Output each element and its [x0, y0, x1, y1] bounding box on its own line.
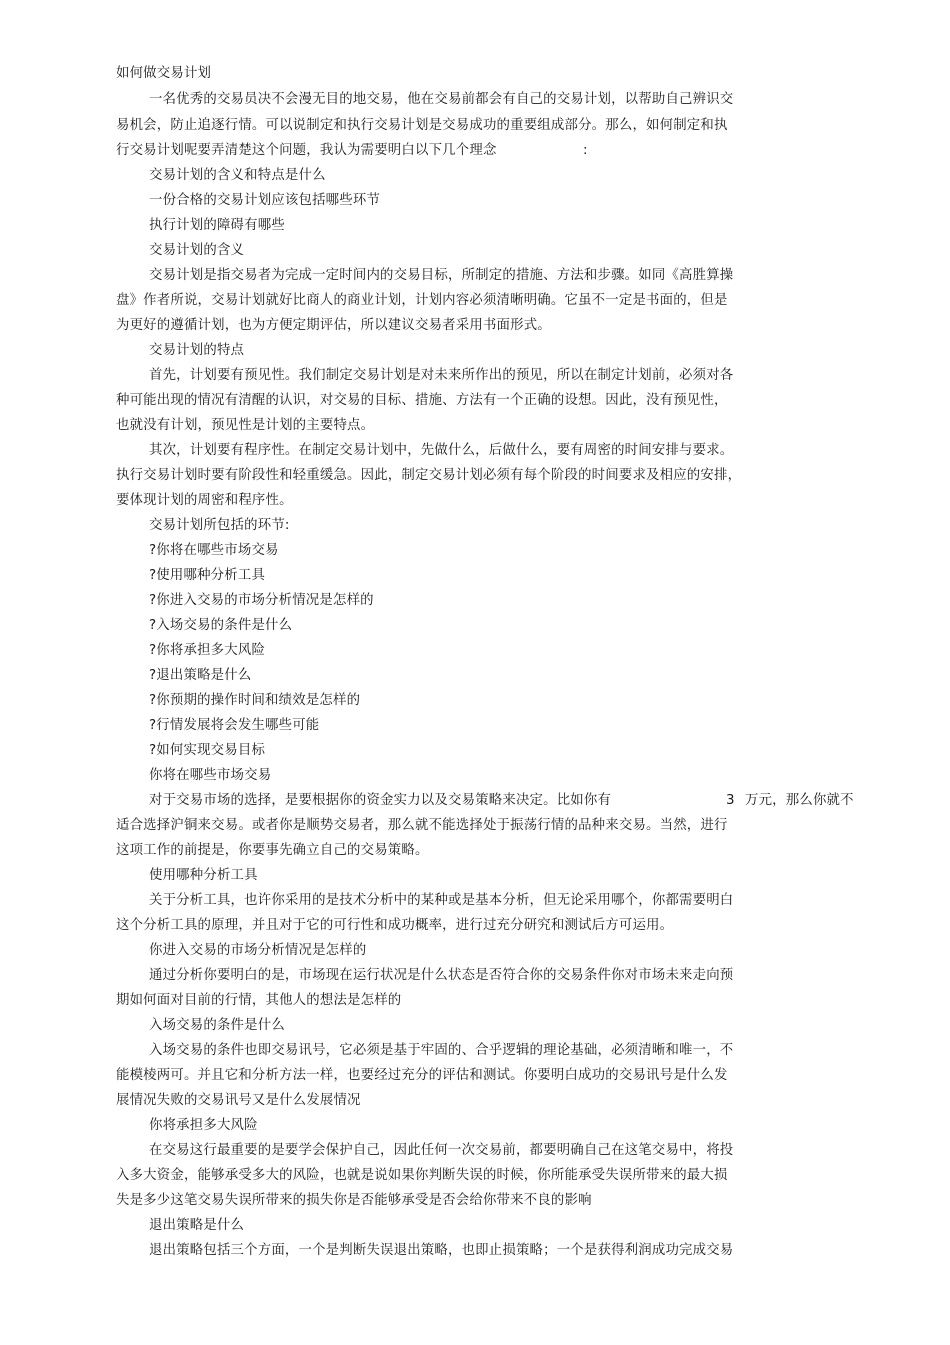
- list-item: ?退出策略是什么: [149, 668, 252, 683]
- list-item: ?你预期的操作时间和绩效是怎样的: [149, 693, 361, 708]
- paragraph-line: 这个分析工具的原理，并且对于它的可行性和成功概率，进行过充分研究和测试后方可运用。: [116, 918, 674, 933]
- paragraph-line: 入场交易的条件也即交易讯号，它必须是基于牢固的、合乎逻辑的理论基础，必须清晰和唯一，不: [149, 1043, 734, 1058]
- paragraph-line: 种可能出现的情况有清醒的认识，对交易的目标、措施、方法有一个正确的设想。因此，没有预见性，: [116, 393, 728, 408]
- paragraph-line: 期如何面对目前的行情，其他人的想法是怎样的: [116, 993, 402, 1008]
- list-item: ?入场交易的条件是什么: [149, 618, 293, 633]
- list-item: ?使用哪种分析工具: [149, 568, 266, 583]
- list-item: ?如何实现交易目标: [149, 743, 266, 758]
- paragraph-line: 为更好的遵循计划，也为方便定期评估，所以建议交易者采用书面形式。: [116, 318, 551, 333]
- paragraph-line: 入多大资金，能够承受多大的风险，也就是说如果你判断失误的时候，你所能承受失误所带来的最大损: [116, 1168, 728, 1183]
- paragraph-line: 这项工作的前提是，你要事先确立自己的交易策略。: [116, 843, 429, 858]
- paragraph-line: 也就没有计划，预见性是计划的主要特点。: [116, 418, 375, 433]
- section-heading: 入场交易的条件是什么: [149, 1018, 285, 1033]
- list-item: ?行情发展将会发生哪些可能: [149, 718, 320, 733]
- section-heading: 使用哪种分析工具: [149, 868, 258, 883]
- paragraph-number: 3: [726, 793, 735, 808]
- paragraph-line: 执行交易计划时要有阶段性和轻重缓急。因此，制定交易计划必须有每个阶段的时间要求及相应的安排，: [116, 468, 742, 483]
- list-item: ?你进入交易的市场分析情况是怎样的: [149, 593, 374, 608]
- paragraph-line: 行交易计划呢要弄清楚这个问题，我认为需要明白以下几个理念: [116, 143, 497, 158]
- paragraph-line: 对于交易市场的选择，是要根据你的资金实力以及交易策略来决定。比如你有: [149, 793, 612, 808]
- list-item: 交易计划的含义和特点是什么: [149, 168, 326, 183]
- paragraph-line: 通过分析你要明白的是，市场现在运行状况是什么状态是否符合你的交易条件你对市场未来走向预: [149, 968, 734, 983]
- list-item: 执行计划的障碍有哪些: [149, 218, 285, 233]
- paragraph-line-tail: 万元，那么你就不: [745, 793, 854, 808]
- paragraph-line: 要体现计划的周密和程序性。: [116, 493, 293, 508]
- paragraph-line: 首先，计划要有预见性。我们制定交易计划是对未来所作出的预见，所以在制定计划前，必须对各: [149, 368, 734, 383]
- paragraph-line: 易机会，防止追逐行情。可以说制定和执行交易计划是交易成功的重要组成部分。那么，如何制定和执: [116, 118, 728, 133]
- paragraph-line: 盘》作者所说，交易计划就好比商人的商业计划，计划内容必须清晰明确。它虽不一定是书面的，但是: [116, 293, 728, 308]
- paragraph-line: 适合选择沪铜来交易。或者你是顺势交易者，那么就不能选择处于振荡行情的品种来交易。当然，进行: [116, 818, 728, 833]
- paragraph-line: 退出策略包括三个方面，一个是判断失误退出策略，也即止损策略；一个是获得利润成功完成交易: [149, 1243, 734, 1258]
- paragraph-line: 失是多少这笔交易失误所带来的损失你是否能够承受是否会给你带来不良的影响: [116, 1193, 592, 1208]
- list-item: ?你将承担多大风险: [149, 643, 266, 658]
- document-title: 如何做交易计划: [116, 66, 212, 81]
- list-item: 一份合格的交易计划应该包括哪些环节: [149, 193, 381, 208]
- paragraph-line: 能模棱两可。并且它和分析方法一样，也要经过充分的评估和测试。你要明白成功的交易讯号是什么发: [116, 1068, 728, 1083]
- section-heading: 交易计划所包括的环节:: [149, 518, 290, 533]
- paragraph-line: 其次，计划要有程序性。在制定交易计划中，先做什么，后做什么，要有周密的时间安排与要求。: [149, 443, 734, 458]
- paragraph-line: 交易计划是指交易者为完成一定时间内的交易目标，所制定的措施、方法和步骤。如同《高胜算操: [149, 268, 734, 283]
- paragraph-line: 关于分析工具，也许你采用的是技术分析中的某种或是基本分析，但无论采用哪个，你都需要明白: [149, 893, 734, 908]
- section-heading: 交易计划的特点: [149, 343, 245, 358]
- section-heading: 你将在哪些市场交易: [149, 768, 272, 783]
- section-heading: 你将承担多大风险: [149, 1118, 258, 1133]
- paragraph-line: 展情况失败的交易讯号又是什么发展情况: [116, 1093, 361, 1108]
- section-heading: 你进入交易的市场分析情况是怎样的: [149, 943, 367, 958]
- list-item: ?你将在哪些市场交易: [149, 543, 279, 558]
- section-heading: 交易计划的含义: [149, 243, 245, 258]
- paragraph-line: 一名优秀的交易员决不会漫无目的地交易，他在交易前都会有自己的交易计划，以帮助自己辨识交: [149, 92, 734, 107]
- section-heading: 退出策略是什么: [149, 1218, 245, 1233]
- paragraph-line: 在交易这行最重要的是要学会保护自己，因此任何一次交易前，都要明确自己在这笔交易中，将投: [149, 1143, 734, 1158]
- paragraph-colon: :: [583, 143, 588, 158]
